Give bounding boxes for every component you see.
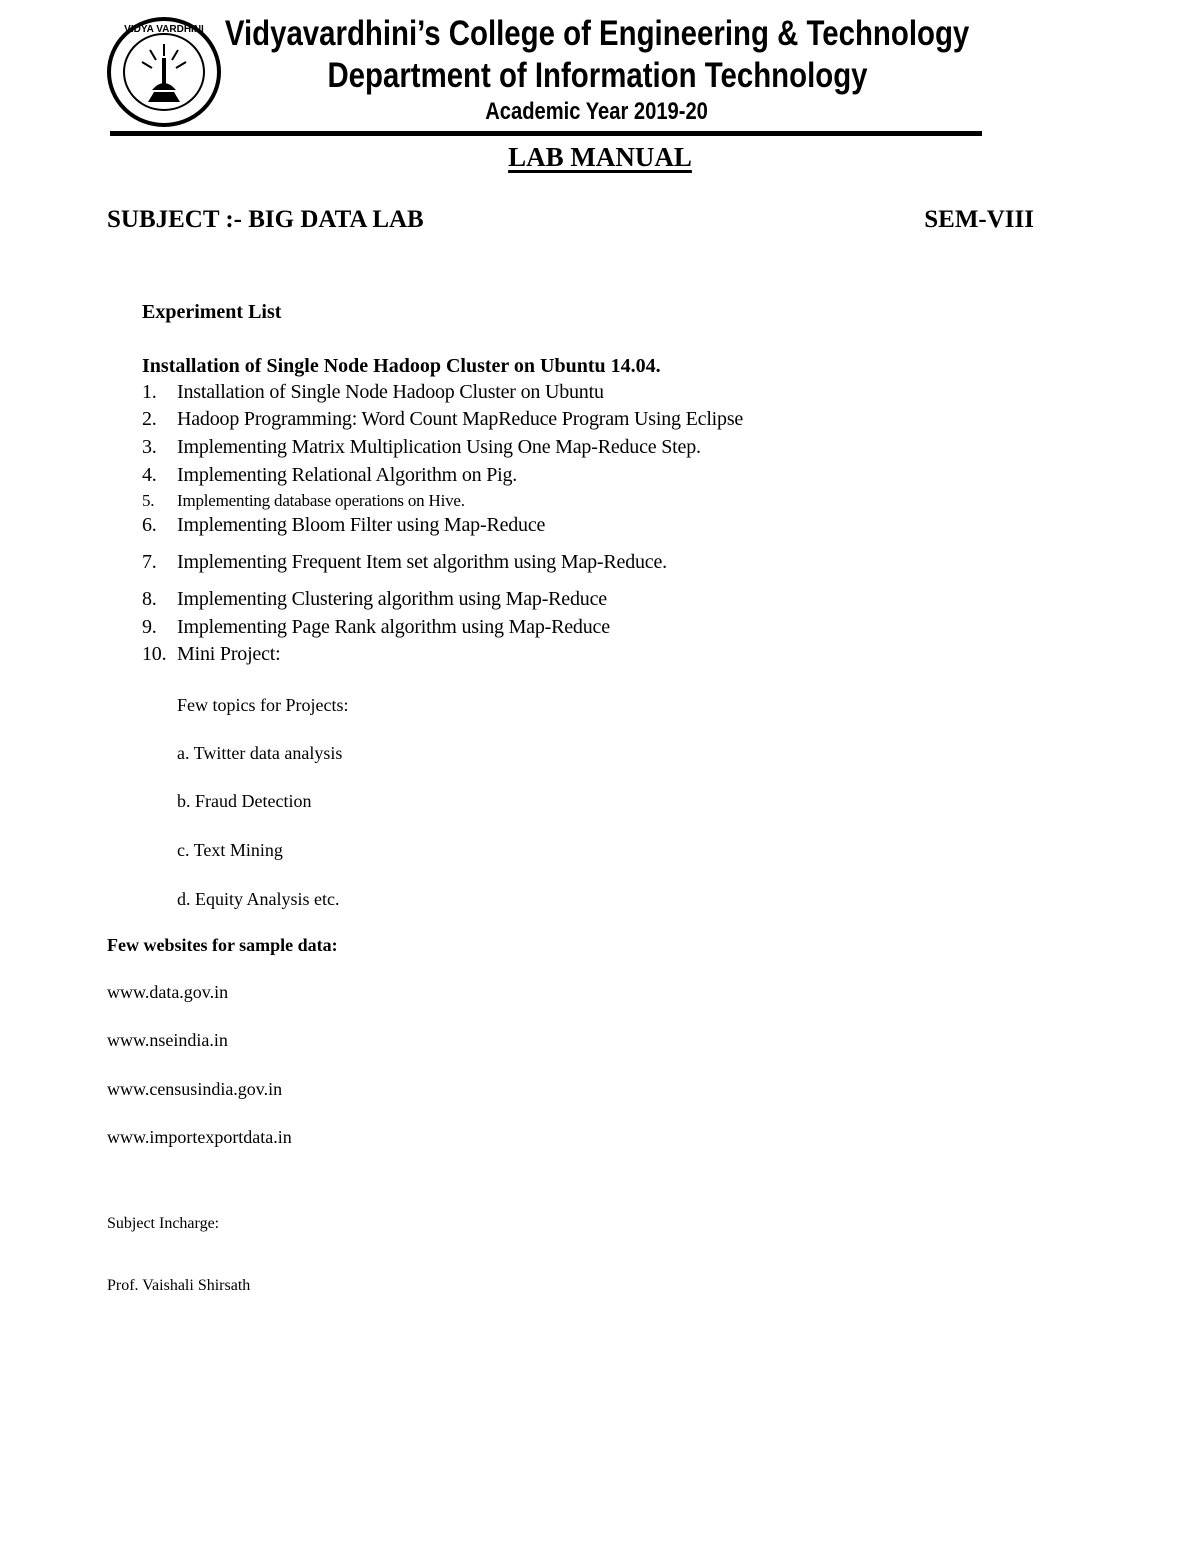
experiment-item: 6. Implementing Bloom Filter using Map-Reduce — [142, 514, 546, 536]
academic-year: Academic Year 2019-20 — [485, 98, 709, 125]
installation-heading: Installation of Single Node Hadoop Cluster on Ubuntu 14.04. — [142, 355, 661, 377]
subject-incharge-name: Prof. Vaishali Shirsath — [107, 1277, 251, 1294]
project-topic: b. Fraud Detection — [177, 791, 312, 811]
experiment-item: 4. Implementing Relational Algorithm on Pig. — [142, 464, 518, 486]
website-link[interactable]: www.importexportdata.in — [107, 1127, 292, 1147]
project-topic: d. Equity Analysis etc. — [177, 889, 340, 909]
website-link[interactable]: www.nseindia.in — [107, 1030, 228, 1050]
experiment-item: 3. Implementing Matrix Multiplication Using One Map-Reduce Step. — [142, 436, 701, 458]
college-name: Vidyavardhini’s College of Engineering & Technology — [224, 14, 970, 53]
subject-title: SUBJECT :- BIG DATA LAB — [107, 206, 424, 233]
department-name: Department of Information Technology — [326, 56, 868, 95]
semester-label: SEM-VIII — [924, 206, 1034, 233]
website-link[interactable]: www.censusindia.gov.in — [107, 1079, 283, 1099]
subject-incharge-label: Subject Incharge: — [107, 1215, 220, 1232]
experiment-list-heading: Experiment List — [142, 301, 282, 323]
experiment-item: 9. Implementing Page Rank algorithm using Map-Reduce — [142, 616, 610, 638]
experiment-item: 5. Implementing database operations on Hive. — [142, 491, 465, 510]
svg-text:VIDYA VARDHINI: VIDYA VARDHINI — [124, 24, 204, 35]
projects-heading: Few topics for Projects: — [177, 695, 349, 715]
experiment-item: 2. Hadoop Programming: Word Count MapReduce Program Using Eclipse — [142, 408, 744, 430]
websites-heading: Few websites for sample data: — [107, 935, 338, 955]
experiment-item: 8. Implementing Clustering algorithm using Map-Reduce — [142, 588, 607, 610]
project-topic: c. Text Mining — [177, 840, 283, 860]
website-link[interactable]: www.data.gov.in — [107, 982, 229, 1002]
experiment-item: 10. Mini Project: — [142, 643, 281, 665]
experiment-item: 7. Implementing Frequent Item set algorithm using Map-Reduce. — [142, 551, 667, 573]
page-title: LAB MANUAL — [508, 142, 692, 172]
experiment-item: 1. Installation of Single Node Hadoop Cluster on Ubuntu — [142, 381, 604, 403]
header-divider — [110, 131, 982, 136]
project-topic: a. Twitter data analysis — [177, 743, 343, 763]
